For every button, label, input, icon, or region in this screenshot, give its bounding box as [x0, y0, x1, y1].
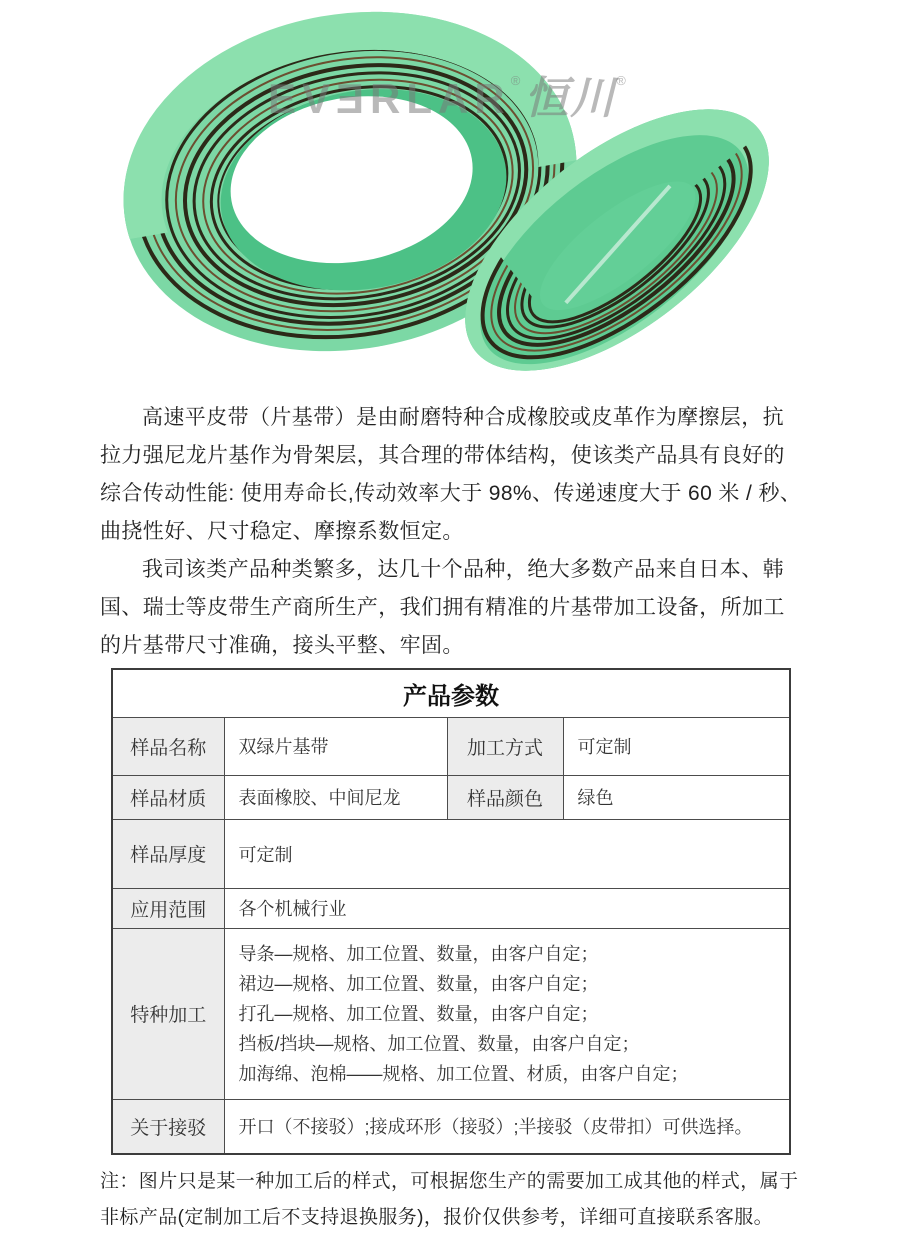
table-row — [112, 775, 790, 819]
label-sample-material: 样品材质 — [112, 775, 224, 819]
table-row — [112, 819, 790, 888]
value-sample-name: 双绿片基带 — [224, 717, 447, 775]
brand-watermark-latin: EVƎRLAR — [268, 75, 511, 122]
spec-table-title: 产品参数 — [112, 669, 790, 717]
label-process-mode: 加工方式 — [447, 717, 563, 775]
value-sample-thickness: 可定制 — [224, 819, 790, 888]
label-sample-color: 样品颜色 — [447, 775, 563, 819]
special-processing-line: 挡板/挡块—规格、加工位置、数量，由客户自定； — [238, 1033, 640, 1054]
table-row — [112, 717, 790, 775]
product-intro — [100, 399, 802, 665]
value-sample-material: 表面橡胶、中间尼龙 — [224, 775, 447, 819]
intro-paragraph-1: 高速平皮带（片基带）是由耐磨特种合成橡胶或皮革作为摩擦层，抗拉力强尼龙片基作为骨架层，其合理的带体结构，使该类产品具有良好的综合传动性能: 使用寿命长,传动效率大于 98%、传递速度大于 60 米 / 秒、曲挠性好、尺寸稳定、摩擦系数恒定。 — [100, 406, 802, 543]
label-about-joining: 关于接驳 — [112, 1099, 224, 1154]
value-about-joining: 开口（不接驳）;接成环形（接驳）;半接驳（皮带扣）可供选择。 — [224, 1099, 790, 1154]
value-process-mode: 可定制 — [563, 717, 790, 775]
label-sample-thickness: 样品厚度 — [112, 819, 224, 888]
table-row — [112, 928, 790, 1099]
special-processing-line: 打孔—规格、加工位置、数量，由客户自定； — [238, 1003, 599, 1024]
special-processing-line: 裙边—规格、加工位置、数量，由客户自定； — [238, 973, 599, 994]
table-row — [112, 888, 790, 928]
brand-watermark-chinese: 恒川 — [524, 74, 617, 123]
special-processing-line: 加海绵、泡棉——规格、加工位置、材质，由客户自定； — [238, 1063, 689, 1084]
label-sample-name: 样品名称 — [112, 717, 224, 775]
value-special-processing — [224, 928, 790, 1099]
spec-table — [111, 668, 791, 1155]
special-processing-line: 导条—规格、加工位置、数量，由客户自定； — [238, 943, 599, 964]
registered-trademark-icon: ® — [510, 73, 521, 88]
table-row — [112, 1099, 790, 1154]
value-sample-color: 绿色 — [563, 775, 790, 819]
intro-paragraph-2: 我司该类产品种类繁多，达几十个品种，绝大多数产品来自日本、韩国、瑞士等皮带生产商所生产，我们拥有精准的片基带加工设备，所加工的片基带尺寸准确，接头平整、牢固。 — [100, 558, 785, 657]
label-special-processing: 特种加工 — [112, 928, 224, 1099]
footnote: 注：图片只是某一种加工后的样式，可根据您生产的需要加工成其他的样式，属于非标产品(定制加工后不支持退换服务)，报价仅供参考，详细可直接联系客服。 — [100, 1171, 799, 1228]
brand-watermark — [268, 62, 626, 126]
label-application-range: 应用范围 — [112, 888, 224, 928]
product-photo — [100, 0, 800, 392]
value-application-range: 各个机械行业 — [224, 888, 790, 928]
belt-photo-illustration — [100, 0, 800, 392]
registered-trademark-icon: ® — [616, 73, 626, 88]
spec-title-row — [112, 669, 790, 717]
